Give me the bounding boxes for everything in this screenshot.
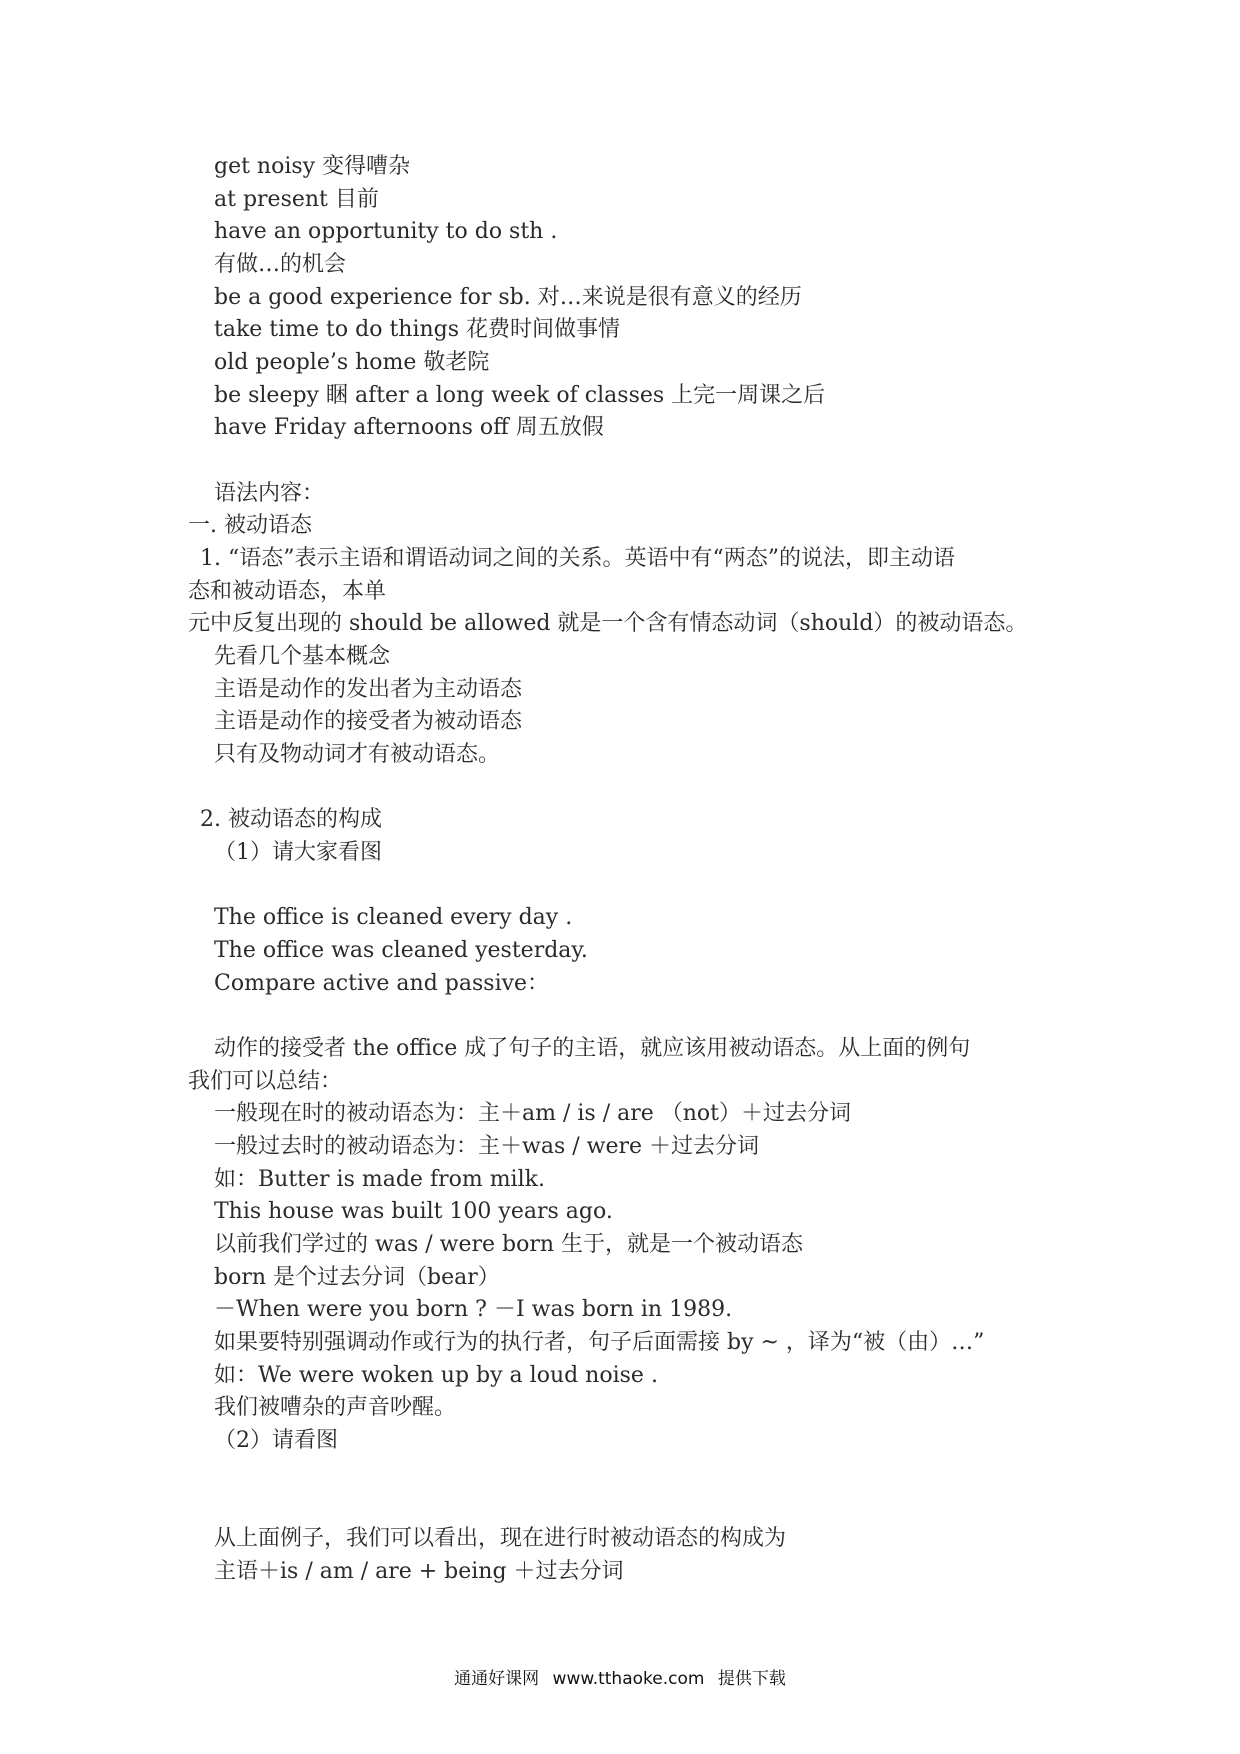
summary-line: 以前我们学过的 was / were born 生于，就是一个被动语态 [214,1232,804,1257]
summary-line: 如：We were woken up by a loud noise . [214,1363,658,1388]
summary-line: （2）请看图 [214,1428,338,1453]
vocab-line: be sleepy 睏 after a long week of classes 上完一周课之后 [214,383,826,408]
summary-line: 如果要特别强调动作或行为的执行者，句子后面需接 by ~ ，译为“被（由）…” [214,1330,985,1355]
example-line: Compare active and passive： [214,971,550,996]
footer-url[interactable]: www.tthaoke.com [552,1669,705,1689]
summary-line: 一般过去时的被动语态为：主＋was / were ＋过去分词 [214,1134,760,1159]
progressive-line: 主语＋is / am / are + being ＋过去分词 [214,1559,624,1584]
point1-line: 先看几个基本概念 [214,644,391,669]
section-title: 一. 被动语态 [188,513,312,538]
summary-line: 我们可以总结： [188,1069,343,1094]
point1-line: 主语是动作的发出者为主动语态 [214,677,523,702]
point2-subheading: （1）请大家看图 [214,840,382,865]
point2-title: 2. 被动语态的构成 [200,807,382,832]
example-line: The office is cleaned every day . [214,905,573,930]
example-line: The office was cleaned yesterday. [214,938,588,963]
page-footer [0,1664,1240,1689]
vocab-line: old people’s home 敬老院 [214,350,490,375]
grammar-heading: 语法内容： [214,481,325,506]
vocab-line: have an opportunity to do sth . [214,219,558,244]
summary-line: －When were you born ? －I was born in 1989. [214,1297,733,1322]
progressive-line: 从上面例子，我们可以看出，现在进行时被动语态的构成为 [214,1526,787,1551]
vocab-line: get noisy 变得嘈杂 [214,154,411,179]
point1-line: 态和被动语态，本单 [188,579,387,604]
summary-line: 一般现在时的被动语态为：主＋am / is / are （not）＋过去分词 [214,1101,852,1126]
point1-line: 元中反复出现的 should be allowed 就是一个含有情态动词（should）的被动语态。 [188,611,1028,636]
summary-line: 我们被嘈杂的声音吵醒。 [214,1395,457,1420]
vocab-line: be a good experience for sb. 对…来说是很有意义的经历 [214,285,802,310]
point1-line: 1. “语态”表示主语和谓语动词之间的关系。英语中有“两态”的说法，即主动语 [200,546,955,571]
footer-suffix: 提供下载 [717,1669,786,1689]
vocab-line: at present 目前 [214,187,379,212]
summary-line: 如：Butter is made from milk. [214,1167,545,1192]
point1-line: 只有及物动词才有被动语态。 [214,742,501,767]
point1-line: 主语是动作的接受者为被动语态 [214,709,523,734]
summary-line: This house was built 100 years ago. [214,1199,613,1224]
vocab-line: have Friday afternoons off 周五放假 [214,415,604,440]
summary-line: 动作的接受者 the office 成了句子的主语，就应该用被动语态。从上面的例句 [214,1036,971,1061]
vocab-line: 有做…的机会 [214,252,347,277]
footer-site-name: 通通好课网 [454,1669,540,1689]
vocab-line: take time to do things 花费时间做事情 [214,317,621,342]
summary-line: born 是个过去分词（bear） [214,1265,500,1290]
